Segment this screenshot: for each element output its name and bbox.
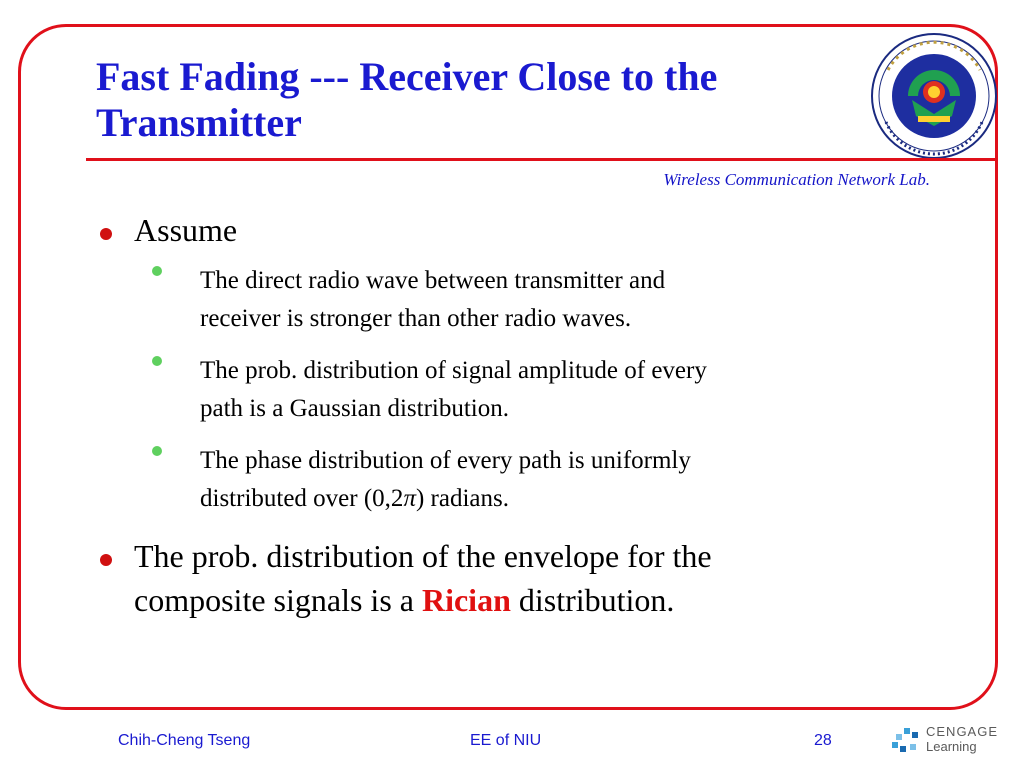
footer-author: Chih-Cheng Tseng — [118, 732, 251, 749]
sub-line: receiver is stronger than other radio waves. — [200, 305, 632, 332]
cengage-mark-icon — [890, 726, 922, 758]
cengage-logo — [890, 720, 1018, 760]
bullet-dot — [100, 228, 112, 240]
sub-bullet-phase — [200, 442, 900, 518]
bullet-line: The prob. distribution of the envelope for the — [134, 538, 712, 574]
cengage-sub: Learning — [926, 739, 977, 754]
bullet-line: composite signals is a — [134, 582, 422, 618]
title-line-1: Fast Fading --- Receiver Close to the — [96, 54, 718, 99]
bullet-assume: Assume — [134, 212, 238, 248]
bullet-line: distribution. — [510, 582, 675, 618]
pi-symbol: π — [403, 485, 416, 512]
sub-bullet-dot — [152, 356, 162, 366]
sub-bullet-dot — [152, 446, 162, 456]
rician-highlight: Rician — [421, 582, 511, 618]
sub-line: path is a Gaussian distribution. — [200, 395, 509, 422]
sub-line: ) radians. — [415, 485, 509, 512]
lab-name: Wireless Communication Network Lab. — [663, 170, 930, 189]
sub-bullet-direct-wave — [200, 262, 900, 338]
sub-line: The phase distribution of every path is uniformly — [200, 447, 691, 474]
title-line-2: Transmitter — [96, 100, 302, 145]
sub-line: The direct radio wave between transmitter and — [200, 267, 666, 294]
footer-page-number: 28 — [814, 732, 832, 749]
slide-title — [96, 54, 856, 146]
sub-bullet-dot — [152, 266, 162, 276]
sub-line: The prob. distribution of signal amplitude of every — [200, 357, 707, 384]
cengage-wordmark — [926, 724, 998, 754]
sub-line: distributed over (0,2 — [200, 485, 404, 512]
sub-bullet-amplitude — [200, 352, 900, 428]
cengage-brand: CENGAGE — [926, 724, 999, 739]
bullet-envelope — [134, 534, 894, 622]
bullet-dot — [100, 554, 112, 566]
title-underline — [86, 158, 998, 161]
university-seal-icon — [868, 30, 1000, 162]
footer-dept: EE of NIU — [470, 732, 542, 749]
